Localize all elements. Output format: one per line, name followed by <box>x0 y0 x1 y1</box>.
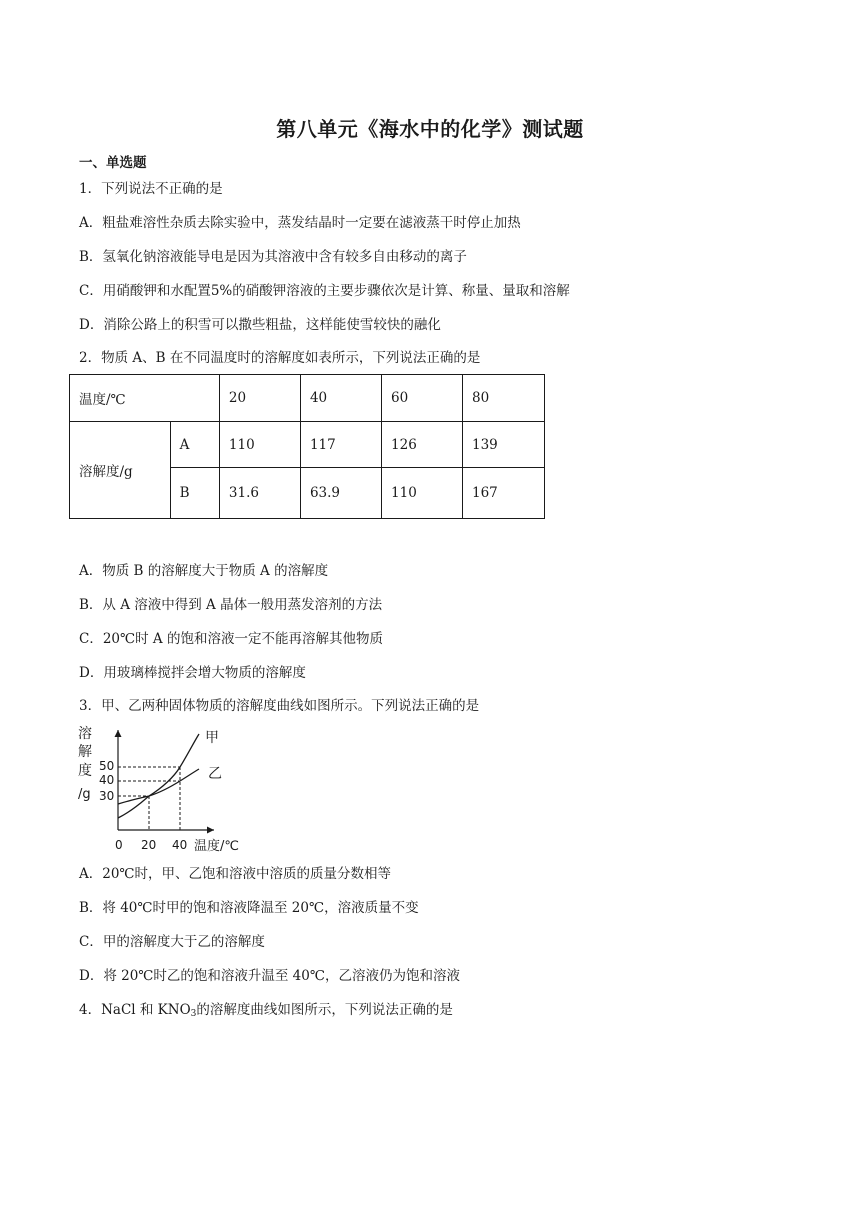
question-2-option-c: C．20℃时 A 的饱和溶液一定不能再溶解其他物质 <box>79 631 383 647</box>
value-cell: 139 <box>462 422 544 468</box>
x-tick-label: 0 <box>115 838 123 852</box>
question-1-option-a: A．粗盐难溶性杂质去除实验中，蒸发结晶时一定要在滤液蒸干时停止加热 <box>79 215 521 231</box>
value-cell: 126 <box>382 422 463 468</box>
question-2-option-b: B．从 A 溶液中得到 A 晶体一般用蒸发溶剂的方法 <box>79 597 383 613</box>
question-2-option-a: A．物质 B 的溶解度大于物质 A 的溶解度 <box>79 563 329 579</box>
solubility-curve-svg <box>76 722 251 855</box>
y-tick-label: 40 <box>99 773 115 787</box>
question-4-stem-subscript: 3 <box>190 1009 197 1019</box>
question-4-stem-pre: 4．NaCl 和 KNO <box>79 1002 191 1018</box>
temp-cell: 40 <box>300 375 381 422</box>
x-tick-label: 20 <box>141 838 157 852</box>
question-3-option-c: C．甲的溶解度大于乙的溶解度 <box>79 934 265 950</box>
question-3-option-a: A．20℃时，甲、乙饱和溶液中溶质的质量分数相等 <box>79 866 392 882</box>
y-tick-label: 30 <box>99 789 115 803</box>
value-cell: 110 <box>382 468 463 519</box>
question-1-option-c: C．用硝酸钾和水配置5%的硝酸钾溶液的主要步骤依次是计算、称量、量取和溶解 <box>79 283 570 299</box>
table-row-a <box>70 422 545 468</box>
value-cell: 167 <box>462 468 544 519</box>
solubility-label-cell: 溶解度/g <box>70 422 171 519</box>
question-3-option-d: D．将 20℃时乙的饱和溶液升温至 40℃，乙溶液仍为饱和溶液 <box>79 968 460 984</box>
temp-cell: 60 <box>382 375 463 422</box>
substance-a-cell: A <box>170 422 219 468</box>
solubility-table <box>69 374 545 519</box>
value-cell: 63.9 <box>300 468 381 519</box>
question-3-stem: 3．甲、乙两种固体物质的溶解度曲线如图所示。下列说法正确的是 <box>79 698 480 714</box>
question-1-stem: 1．下列说法不正确的是 <box>79 181 223 197</box>
x-axis-label: 温度/℃ <box>194 839 239 854</box>
table-header-row <box>70 375 545 422</box>
y-axis-label-char: 度 <box>78 763 92 779</box>
y-tick-label: 50 <box>99 759 115 773</box>
value-cell: 110 <box>219 422 300 468</box>
value-cell: 31.6 <box>219 468 300 519</box>
series-label-yi: 乙 <box>208 766 222 782</box>
page-title: 第八单元《海水中的化学》测试题 <box>276 117 584 141</box>
y-axis-label-char: /g <box>78 787 91 802</box>
question-2-stem: 2．物质 A、B 在不同温度时的溶解度如表所示，下列说法正确的是 <box>79 350 481 366</box>
question-3-option-b: B．将 40℃时甲的饱和溶液降温至 20℃，溶液质量不变 <box>79 900 419 916</box>
value-cell: 117 <box>300 422 381 468</box>
x-tick-label: 40 <box>172 838 188 852</box>
curve-yi <box>118 769 199 804</box>
section-heading: 一、单选题 <box>79 155 147 171</box>
question-1-option-b: B．氢氧化钠溶液能导电是因为其溶液中含有较多自由移动的离子 <box>79 249 467 265</box>
y-axis-label-char: 解 <box>78 744 92 760</box>
temp-cell: 20 <box>219 375 300 422</box>
y-axis-label-char: 溶 <box>78 726 92 742</box>
temp-label-cell: 温度/℃ <box>70 375 220 422</box>
temp-cell: 80 <box>462 375 544 422</box>
question-1-option-d: D．消除公路上的积雪可以撒些粗盐，这样能使雪较快的融化 <box>79 317 441 333</box>
question-4-stem-post: 的溶解度曲线如图所示，下列说法正确的是 <box>196 1002 453 1018</box>
substance-b-cell: B <box>170 468 219 519</box>
question-2-option-d: D．用玻璃棒搅拌会增大物质的溶解度 <box>79 665 306 681</box>
series-label-jia: 甲 <box>205 730 219 746</box>
solubility-curve-figure <box>76 722 251 855</box>
question-4-stem <box>79 1001 453 1023</box>
